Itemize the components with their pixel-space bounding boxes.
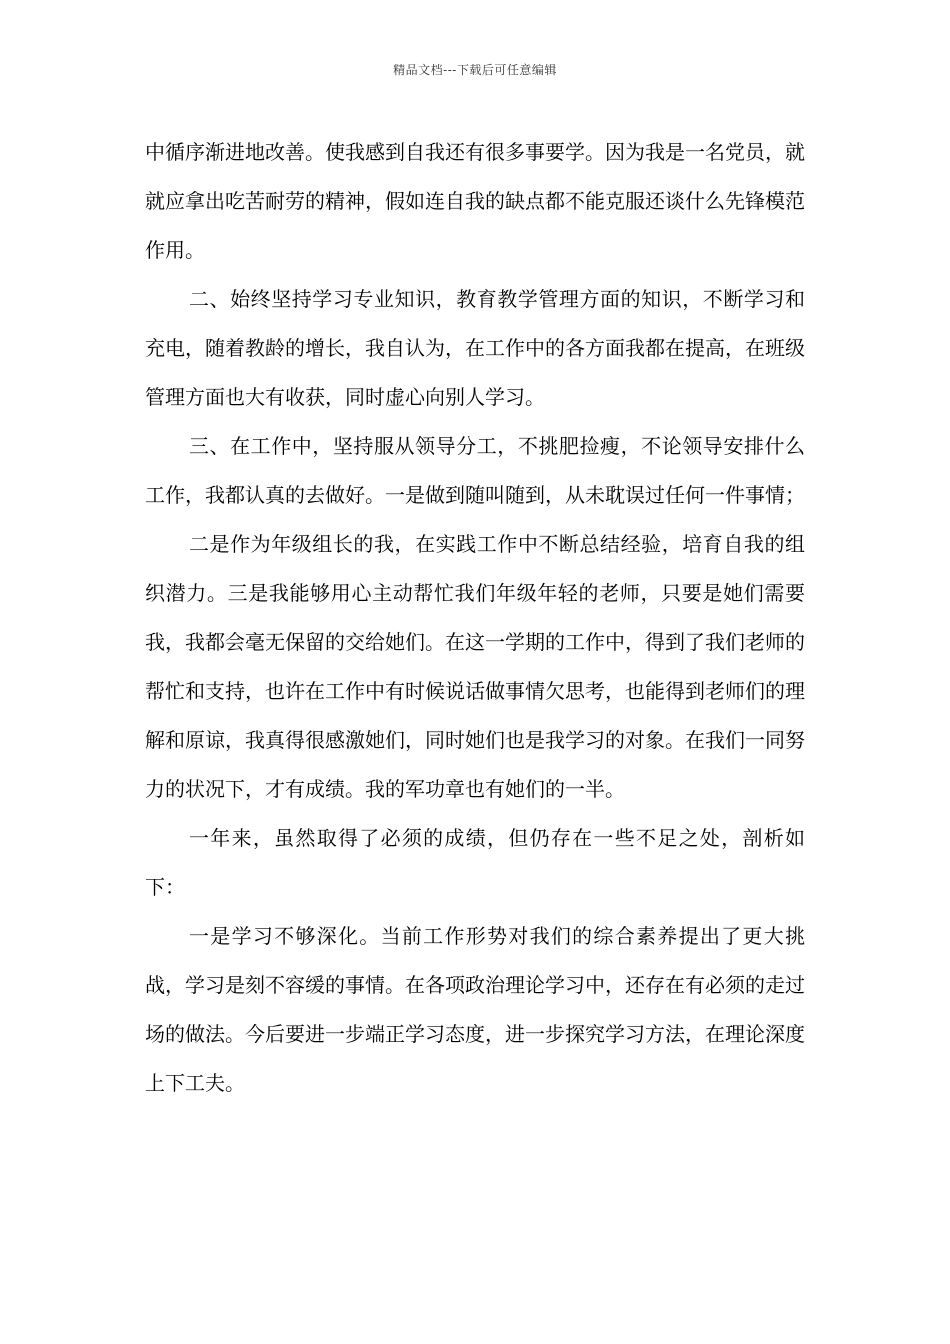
paragraph-professional-study: 二、始终坚持学习专业知识，教育教学管理方面的知识，不断学习和充电，随着教龄的增长，我自认为，在工作中的各方面我都在提高，在班级管理方面也大有收获，同时虚心向别人学习。: [145, 287, 805, 409]
paragraph-grade-leader: 二是作为年级组长的我，在实践工作中不断总结经验，培育自我的组织潜力。三是我能够用心主动帮忙我们年级年轻的老师，只要是她们需要我，我都会毫无保留的交给她们。在这一学期的工作中，得到了我们老师的帮忙和支持，也许在工作中有时候说话做事情欠思考，也能得到老师们的理解和原谅，我真得很感激她们，同时她们也是我学习的对象。在我们一同努力的状况下，才有成绩。我的军功章也有她们的一半。: [145, 532, 805, 801]
page-header: 精品文档---下载后可任意编辑: [393, 63, 557, 77]
paragraph-continuation: 中循序渐进地改善。使我感到自我还有很多事要学。因为我是一名党员，就就应拿出吃苦耐劳的精神，假如连自我的缺点都不能克服还谈什么先锋模范作用。: [145, 140, 805, 262]
paragraph-shortcomings-intro: 一年来，虽然取得了必须的成绩，但仍存在一些不足之处，剖析如下：: [145, 826, 805, 899]
document-body: [145, 128, 805, 1108]
paragraph-study-depth: 一是学习不够深化。当前工作形势对我们的综合素养提出了更大挑战，学习是刻不容缓的事情。在各项政治理论学习中，还存在有必须的走过场的做法。今后要进一步端正学习态度，进一步探究学习方法，在理论深度上下工夫。: [145, 924, 805, 1095]
paragraph-work-obedience: 三、在工作中，坚持服从领导分工，不挑肥捡瘦，不论领导安排什么工作，我都认真的去做好。一是做到随叫随到，从未耽误过任何一件事情；: [145, 434, 805, 507]
